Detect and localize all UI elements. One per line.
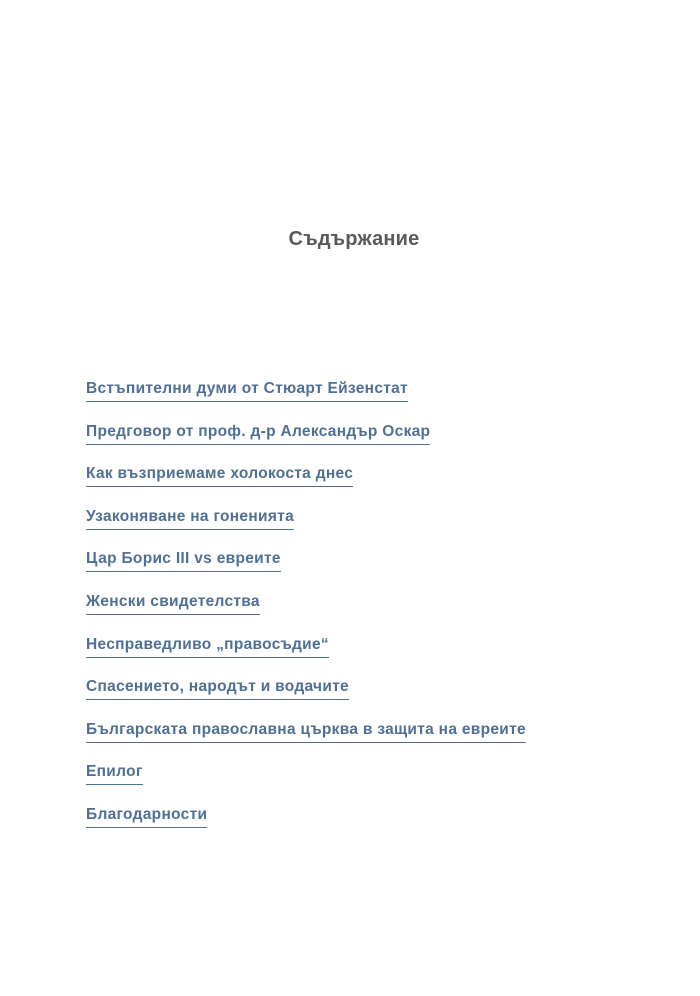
- toc-link-acknowledgements[interactable]: Благодарности: [86, 806, 207, 828]
- table-of-contents: [86, 380, 526, 849]
- toc-heading: Съдържание: [288, 228, 420, 250]
- toc-link-rescue[interactable]: Спасението, народът и водачите: [86, 678, 349, 700]
- toc-link-legalizing-persecution[interactable]: Узаконяване на гоненията: [86, 508, 294, 530]
- toc-entry-preface: [86, 423, 526, 466]
- toc-entry-holocaust-today: [86, 465, 526, 508]
- toc-link-orthodox-church[interactable]: Българската православна църква в защита на евреите: [86, 721, 526, 743]
- toc-entry-unjust-justice: [86, 636, 526, 679]
- toc-entry-acknowledgements: [86, 806, 526, 849]
- toc-entry-introductory-words: [86, 380, 526, 423]
- toc-link-unjust-justice[interactable]: Несправедливо „правосъдие“: [86, 636, 329, 658]
- toc-entry-epilogue: [86, 763, 526, 806]
- toc-link-holocaust-today[interactable]: Как възприемаме холокоста днес: [86, 465, 353, 487]
- toc-entry-orthodox-church: [86, 721, 526, 764]
- toc-entry-legalizing-persecution: [86, 508, 526, 551]
- toc-link-epilogue[interactable]: Епилог: [86, 763, 143, 785]
- toc-link-preface[interactable]: Предговор от проф. д-р Александър Оскар: [86, 423, 430, 445]
- toc-entry-women-testimonies: [86, 593, 526, 636]
- toc-link-women-testimonies[interactable]: Женски свидетелства: [86, 593, 260, 615]
- toc-entry-rescue: [86, 678, 526, 721]
- toc-link-introductory-words[interactable]: Встъпителни думи от Стюарт Ейзенстат: [86, 380, 408, 402]
- toc-link-tsar-boris[interactable]: Цар Борис III vs евреите: [86, 550, 281, 572]
- toc-entry-tsar-boris: [86, 550, 526, 593]
